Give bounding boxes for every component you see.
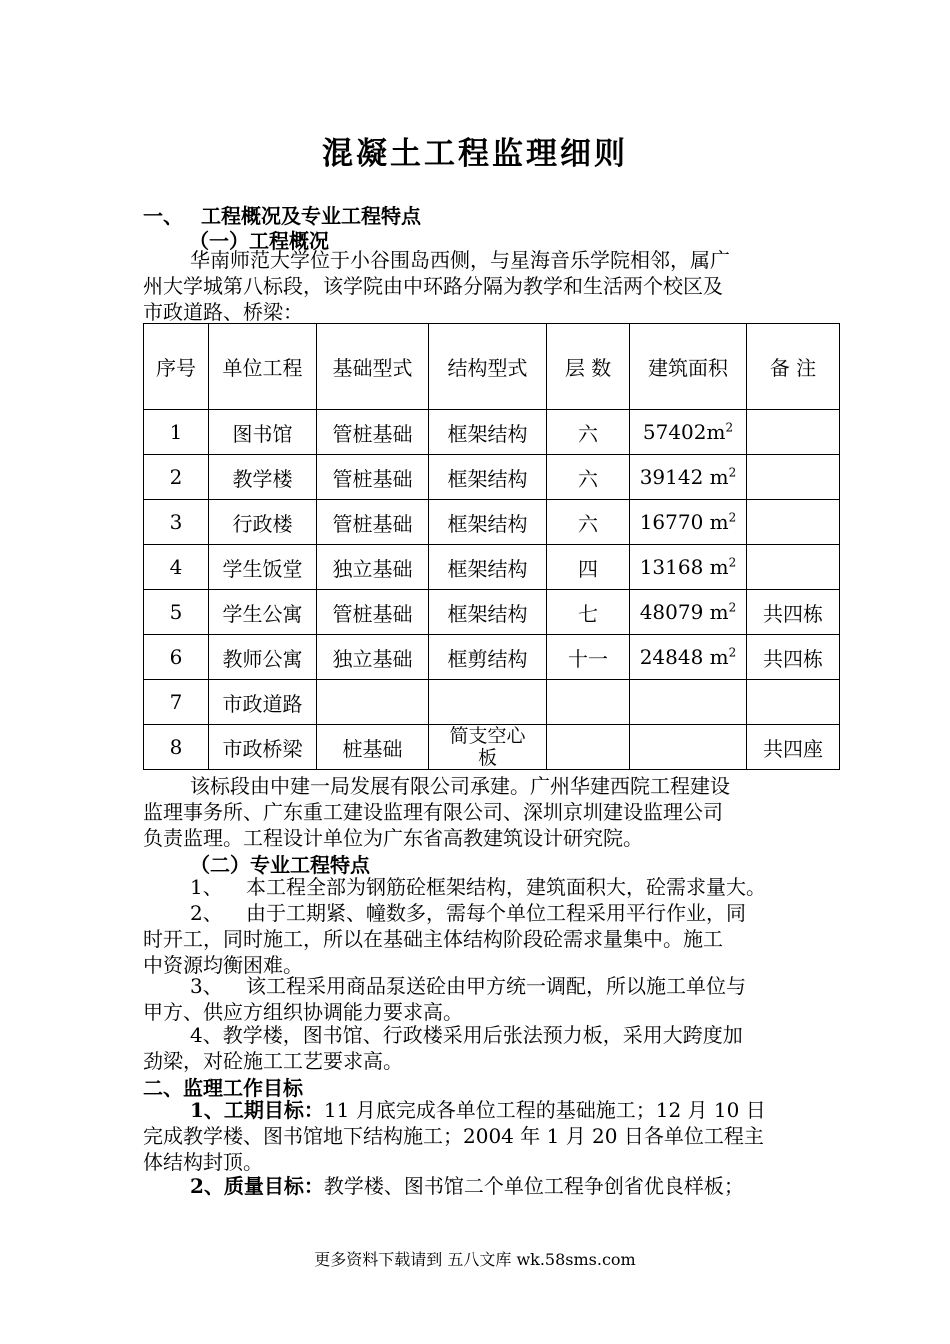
cell-note: [747, 455, 840, 500]
table-row: [144, 410, 840, 455]
cell-no: 2: [144, 455, 209, 500]
cell-area: [630, 635, 747, 680]
section1-heading: 工程概况及专业工程特点: [201, 204, 421, 228]
cell-foundation: [317, 680, 429, 725]
cell-foundation: 管桩基础: [317, 410, 429, 455]
header-note: 备 注: [747, 324, 840, 410]
goal-1-label: 1、工期目标：: [190, 1098, 324, 1122]
intro-line-2: 州大学城第八标段，该学院由中环路分隔为教学和生活两个校区及: [143, 274, 723, 298]
section2-heading: 二、监理工作目标: [143, 1076, 303, 1100]
cell-no: 6: [144, 635, 209, 680]
cell-foundation: 独立基础: [317, 635, 429, 680]
cell-area: [630, 455, 747, 500]
header-floors: 层 数: [547, 324, 630, 410]
area-value: 39142 m: [639, 465, 729, 489]
cell-note: 共四座: [747, 725, 840, 770]
cell-unit: 图书馆: [209, 410, 317, 455]
cell-no: 1: [144, 410, 209, 455]
feature-3-cont-1: 甲方、供应方组织协调能力要求高。: [143, 1000, 463, 1024]
feature-4-cont-1: 劲梁，对砼施工工艺要求高。: [143, 1049, 403, 1073]
footer-download-note: 更多资料下载请到 五八文库 wk.58sms.com: [314, 1250, 636, 1269]
feature-1-text: 本工程全部为钢筋砼框架结构，建筑面积大，砼需求量大。: [246, 875, 766, 899]
contractor-line-1: 该标段由中建一局发展有限公司承建。广州华建西院工程建设: [190, 774, 730, 798]
header-no: 序号: [144, 324, 209, 410]
feature-4-text: 4、教学楼，图书馆、行政楼采用后张法预力板，采用大跨度加: [190, 1023, 743, 1047]
cell-unit: 学生饭堂: [209, 545, 317, 590]
goal-2-label: 2、质量目标：: [190, 1174, 324, 1198]
area-unit-exponent: 2: [725, 420, 734, 435]
cell-unit: 教师公寓: [209, 635, 317, 680]
cell-note: [747, 545, 840, 590]
table-row: [144, 500, 840, 545]
cell-area: [630, 545, 747, 590]
cell-note: 共四栋: [747, 635, 840, 680]
table-row: [144, 680, 840, 725]
feature-3-text: 该工程采用商品泵送砼由甲方统一调配，所以施工单位与: [246, 974, 746, 998]
cell-foundation: 独立基础: [317, 545, 429, 590]
intro-line-1: 华南师范大学位于小谷围岛西侧，与星海音乐学院相邻，属广: [190, 248, 730, 272]
cell-foundation: 桩基础: [317, 725, 429, 770]
cell-unit: 教学楼: [209, 455, 317, 500]
section1-heading-number: 一、: [143, 204, 183, 228]
cell-foundation: 管桩基础: [317, 590, 429, 635]
area-value: 48079 m: [639, 600, 729, 624]
feature-3-number: 3、: [190, 974, 223, 998]
area-unit-exponent: 2: [728, 600, 737, 615]
cell-structure: 框架结构: [429, 590, 547, 635]
cell-structure: 框架结构: [429, 545, 547, 590]
feature-2-number: 2、: [190, 901, 223, 925]
table-row: [144, 455, 840, 500]
goal-2-text: 教学楼、图书馆二个单位工程争创省优良样板；: [323, 1174, 744, 1198]
cell-no: 5: [144, 590, 209, 635]
cell-floors: 六: [547, 500, 630, 545]
area-unit-exponent: 2: [728, 645, 737, 660]
cell-area: [630, 680, 747, 725]
contractor-line-3: 负责监理。工程设计单位为广东省高教建筑设计研究院。: [143, 826, 643, 850]
goal-2-line: [190, 1173, 744, 1199]
cell-floors: 七: [547, 590, 630, 635]
cell-note: [747, 500, 840, 545]
goal-1-text: 11 月底完成各单位工程的基础施工；12 月 10 日: [323, 1098, 766, 1122]
cell-floors: 十一: [547, 635, 630, 680]
area-unit-exponent: 2: [728, 510, 737, 525]
cell-unit: 学生公寓: [209, 590, 317, 635]
feature-1-number: 1、: [190, 875, 223, 899]
area-unit-exponent: 2: [728, 555, 737, 570]
goal-1-cont-2: 体结构封顶。: [143, 1150, 263, 1174]
cell-no: 3: [144, 500, 209, 545]
table-row: [144, 635, 840, 680]
cell-floors: 六: [547, 410, 630, 455]
header-structure: 结构型式: [429, 324, 547, 410]
cell-unit: 行政楼: [209, 500, 317, 545]
header-foundation: 基础型式: [317, 324, 429, 410]
feature-2-cont-1: 时开工，同时施工，所以在基础主体结构阶段砼需求量集中。施工: [143, 927, 723, 951]
cell-floors: [547, 725, 630, 770]
cell-no: 7: [144, 680, 209, 725]
cell-area: [630, 500, 747, 545]
subsection-overview-heading: （一）工程概况: [189, 229, 329, 253]
table-row: [144, 725, 840, 770]
table-row: [144, 545, 840, 590]
cell-foundation: 管桩基础: [317, 500, 429, 545]
cell-floors: [547, 680, 630, 725]
cell-area: [630, 590, 747, 635]
subsection-features-heading: （二）专业工程特点: [190, 853, 370, 877]
cell-structure: 框架结构: [429, 455, 547, 500]
cell-no: 4: [144, 545, 209, 590]
cell-structure: 框架结构: [429, 500, 547, 545]
goal-1-line: [190, 1097, 766, 1123]
cell-no: 8: [144, 725, 209, 770]
intro-line-3: 市政道路、桥梁：: [143, 300, 303, 324]
header-area: 建筑面积: [630, 324, 747, 410]
structure-text: 简支空心板: [449, 725, 526, 769]
cell-area: [630, 410, 747, 455]
cell-structure: 框架结构: [429, 410, 547, 455]
cell-floors: 六: [547, 455, 630, 500]
cell-floors: 四: [547, 545, 630, 590]
cell-note: [747, 410, 840, 455]
feature-2-text: 由于工期紧、幢数多，需每个单位工程采用平行作业，同: [246, 901, 746, 925]
goal-1-cont-1: 完成教学楼、图书馆地下结构施工；2004 年 1 月 20 日各单位工程主: [143, 1124, 764, 1148]
cell-note: [747, 680, 840, 725]
cell-foundation: 管桩基础: [317, 455, 429, 500]
document-title: 混凝土工程监理细则: [322, 136, 628, 172]
cell-structure: 框剪结构: [429, 635, 547, 680]
table-header-row: [144, 324, 840, 410]
cell-structure: [429, 680, 547, 725]
area-unit-exponent: 2: [728, 465, 737, 480]
area-value: 57402m: [642, 420, 726, 444]
header-unit: 单位工程: [209, 324, 317, 410]
cell-structure: [429, 725, 547, 770]
contractor-line-2: 监理事务所、广东重工建设监理有限公司、深圳京圳建设监理公司: [143, 800, 723, 824]
cell-unit: 市政道路: [209, 680, 317, 725]
feature-2-cont-2: 中资源均衡困难。: [143, 953, 303, 977]
area-value: 13168 m: [639, 555, 729, 579]
cell-note: 共四栋: [747, 590, 840, 635]
project-table: [143, 323, 840, 770]
area-value: 24848 m: [639, 645, 729, 669]
area-value: 16770 m: [639, 510, 729, 534]
cell-area: [630, 725, 747, 770]
cell-unit: 市政桥梁: [209, 725, 317, 770]
table-row: [144, 590, 840, 635]
